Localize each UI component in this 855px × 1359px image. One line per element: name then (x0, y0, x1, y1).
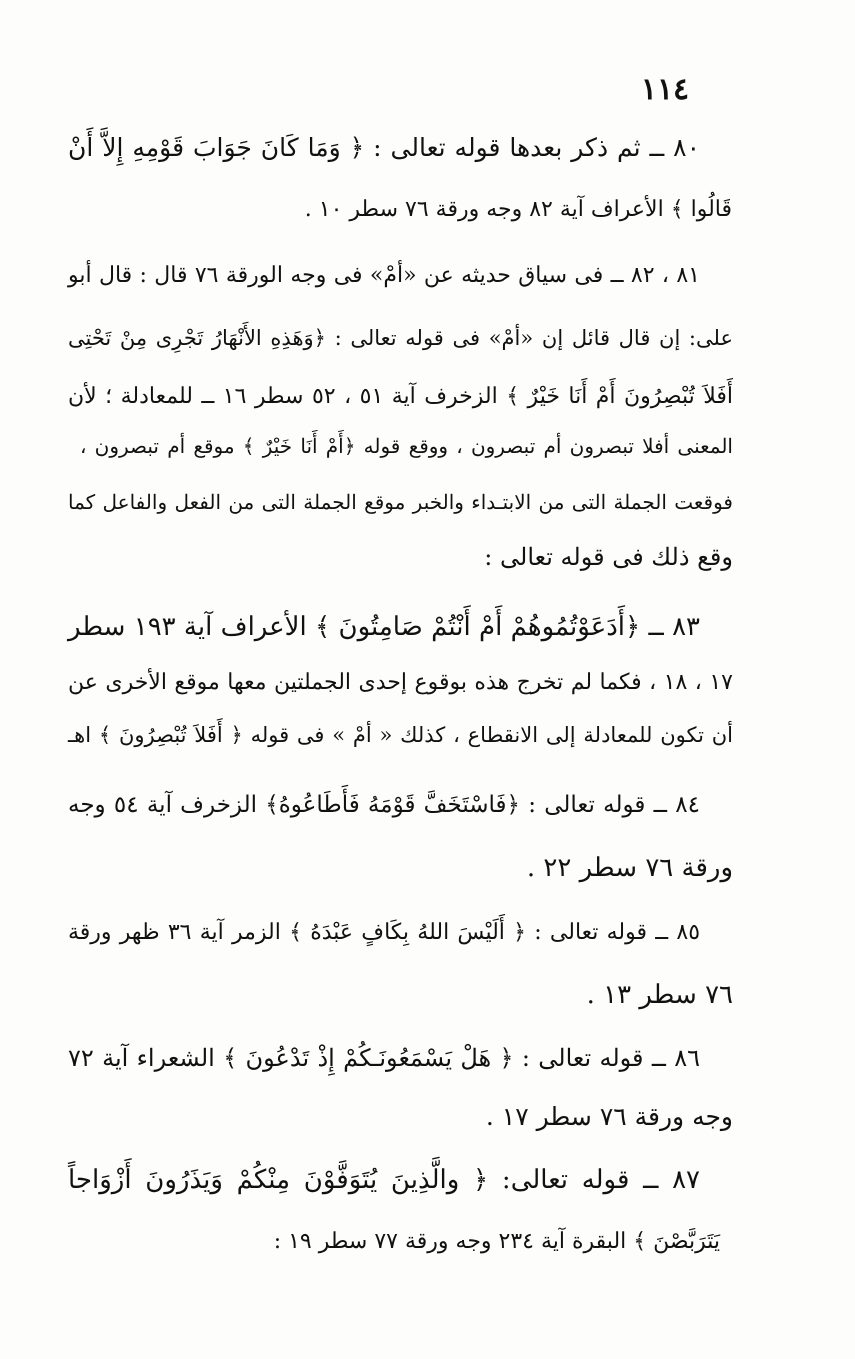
text-line: وقع ذلك فى قوله تعالى : (484, 543, 733, 571)
page-number: ١١٤ (640, 72, 690, 107)
text-line: قَالُوا ﴾ الأعراف آية ٨٢ وجه ورقة ٧٦ سطر ١٠ . (304, 197, 732, 222)
text-line: وجه ورقة ٧٦ سطر ١٧ . (485, 1102, 733, 1131)
text-line: فوقعت الجملة التى من الابتـداء والخبر موقع الجملة التى من الفعل والفاعل كما (68, 490, 733, 514)
text-line: أن تكون للمعادلة إلى الانقطاع ، كذلك « أمْ » فى قوله ﴿ أَفَلاَ تُبْصِرُونَ ﴾ اهـ (68, 723, 733, 747)
text-line: ٨٦ ــ قوله تعالى : ﴿ هَلْ يَسْمَعُونَـكُمْ إِذْ تَدْعُونَ ﴾ الشعراء آية ٧٢ (68, 1044, 700, 1072)
text-line: ورقة ٧٦ سطر ٢٢ . (526, 853, 733, 883)
text-line: ٨٤ ــ قوله تعالى : ﴿فَاسْتَخَفَّ قَوْمَهُ فَأَطَاعُوهُ﴾ الزخرف آية ٥٤ وجه (68, 792, 700, 818)
text-line: على: إن قال قائل إن «أمْ» فى قوله تعالى : ﴿وَهَذِهِ الأَنْهَارُ تَجْرِى مِنْ تَحْتِى (68, 326, 733, 350)
text-line: ٨٧ ــ قوله تعالى: ﴿ والَّذِينَ يُتَوَفَّوْنَ مِنْكُمْ وَيَذَرُونَ أَزْوَاجاً (68, 1165, 700, 1195)
text-line: المعنى أفلا تبصرون أم تبصرون ، ووقع قوله ﴿أَمْ أَنَا خَيْرٌ ﴾ موقع أم تبصرون ، (80, 434, 733, 458)
text-line: أَفَلاَ تُبْصِرُونَ أَمْ أَنَا خَيْرٌ ﴾ الزخرف آية ٥١ ، ٥٢ سطر ١٦ ــ للمعادلة ؛ لأن (68, 384, 733, 409)
text-line: ١٧ ، ١٨ ، فكما لم تخرج هذه بوقوع إحدى الجملتين معها موقع الأخرى عن (68, 670, 733, 695)
text-line: ٧٦ سطر ١٣ . (586, 980, 733, 1010)
text-line: ٨٠ ــ ثم ذكر بعدها قوله تعالى : ﴿ وَمَا كَانَ جَوَابَ قَوْمِهِ إِلاَّ أَنْ (68, 133, 700, 162)
text-line: يَتَرَبَّصْنَ ﴾ البقرة آية ٢٣٤ وجه ورقة ٧٧ سطر ١٩ : (273, 1229, 720, 1254)
text-line: ٨٣ ــ ﴿أَدَعَوْتُمُوهُمْ أَمْ أَنْتُمْ صَامِتُونَ ﴾ الأعراف آية ١٩٣ سطر (68, 612, 700, 642)
text-line: ٨١ ، ٨٢ ــ فى سياق حديثه عن «أمْ» فى وجه الورقة ٧٦ قال : قال أبو (68, 263, 700, 288)
text-line: ٨٥ ــ قوله تعالى : ﴿ أَلَيْسَ اللهُ بِكَافٍ عَبْدَهُ ﴾ الزمر آية ٣٦ ظهر ورقة (68, 920, 701, 945)
